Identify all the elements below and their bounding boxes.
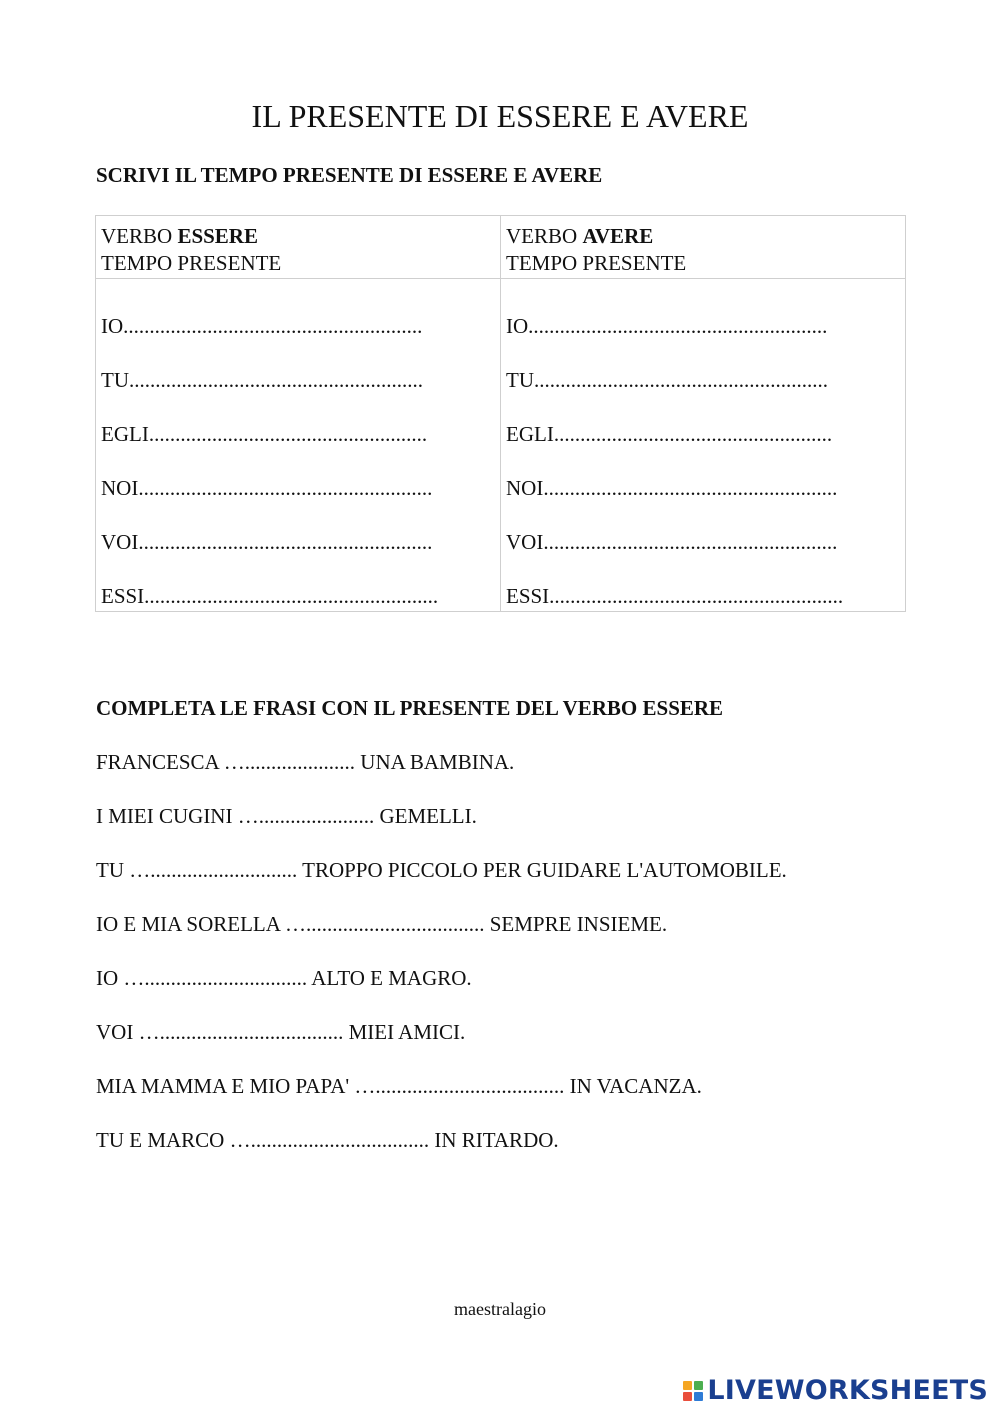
exercise-sentence[interactable]: TU …............................ TROPPO PICCOLO PER GUIDARE L'AUTOMOBILE. xyxy=(96,858,787,882)
liveworksheets-mark-icon xyxy=(683,1381,703,1401)
mark-square-icon xyxy=(683,1381,692,1390)
tense-label: TEMPO PRESENTE xyxy=(101,251,282,275)
fill-in-line[interactable]: NOI........................................................ xyxy=(101,476,433,500)
fill-in-line[interactable]: TU........................................................ xyxy=(506,368,828,392)
tense-label: TEMPO PRESENTE xyxy=(506,251,687,275)
fill-in-line[interactable]: VOI........................................................ xyxy=(506,530,838,554)
fill-in-line[interactable]: TU........................................................ xyxy=(101,368,423,392)
verb-name: ESSERE xyxy=(177,224,258,248)
liveworksheets-logo[interactable] xyxy=(683,1373,988,1409)
author-credit: maestralagio xyxy=(454,1299,546,1319)
mark-square-icon xyxy=(694,1381,703,1390)
page-title: IL PRESENTE DI ESSERE E AVERE xyxy=(251,98,749,134)
column-body-essere xyxy=(96,279,501,611)
section-heading-sentences: COMPLETA LE FRASI CON IL PRESENTE DEL VERBO ESSERE xyxy=(96,696,724,720)
exercise-sentence[interactable]: I MIEI CUGINI …...................... GEMELLI. xyxy=(96,804,477,828)
section-heading-conjugation: SCRIVI IL TEMPO PRESENTE DI ESSERE E AVERE xyxy=(96,163,603,187)
mark-square-icon xyxy=(694,1392,703,1401)
column-header-avere xyxy=(501,216,905,279)
logo-text: LIVEWORKSHEETS xyxy=(707,1375,988,1406)
fill-in-line[interactable]: IO......................................................... xyxy=(506,314,828,338)
verb-prefix: VERBO xyxy=(506,224,583,248)
conjugation-table xyxy=(95,215,906,612)
column-body-avere xyxy=(501,279,905,611)
exercise-sentence[interactable]: IO …............................... ALTO E MAGRO. xyxy=(96,966,472,990)
exercise-sentence[interactable]: TU E MARCO ….................................. IN RITARDO. xyxy=(96,1128,559,1152)
fill-in-line[interactable]: NOI........................................................ xyxy=(506,476,838,500)
exercise-sentence[interactable]: IO E MIA SORELLA ….................................. SEMPRE INSIEME. xyxy=(96,912,668,936)
verb-prefix: VERBO xyxy=(101,224,178,248)
fill-in-line[interactable]: ESSI........................................................ xyxy=(101,584,439,608)
mark-square-icon xyxy=(683,1392,692,1401)
fill-in-line[interactable]: EGLI..................................................... xyxy=(101,422,428,446)
exercise-sentence[interactable]: VOI …................................... MIEI AMICI. xyxy=(96,1020,466,1044)
fill-in-line[interactable]: IO......................................................... xyxy=(101,314,423,338)
fill-in-line[interactable]: ESSI........................................................ xyxy=(506,584,844,608)
exercise-sentence[interactable]: FRANCESCA …..................... UNA BAMBINA. xyxy=(96,750,515,774)
fill-in-line[interactable]: VOI........................................................ xyxy=(101,530,433,554)
verb-name: AVERE xyxy=(582,224,654,248)
exercise-sentence[interactable]: MIA MAMMA E MIO PAPA' ….................................... IN VACANZA. xyxy=(96,1074,702,1098)
fill-in-line[interactable]: EGLI..................................................... xyxy=(506,422,833,446)
column-header-essere xyxy=(96,216,501,279)
